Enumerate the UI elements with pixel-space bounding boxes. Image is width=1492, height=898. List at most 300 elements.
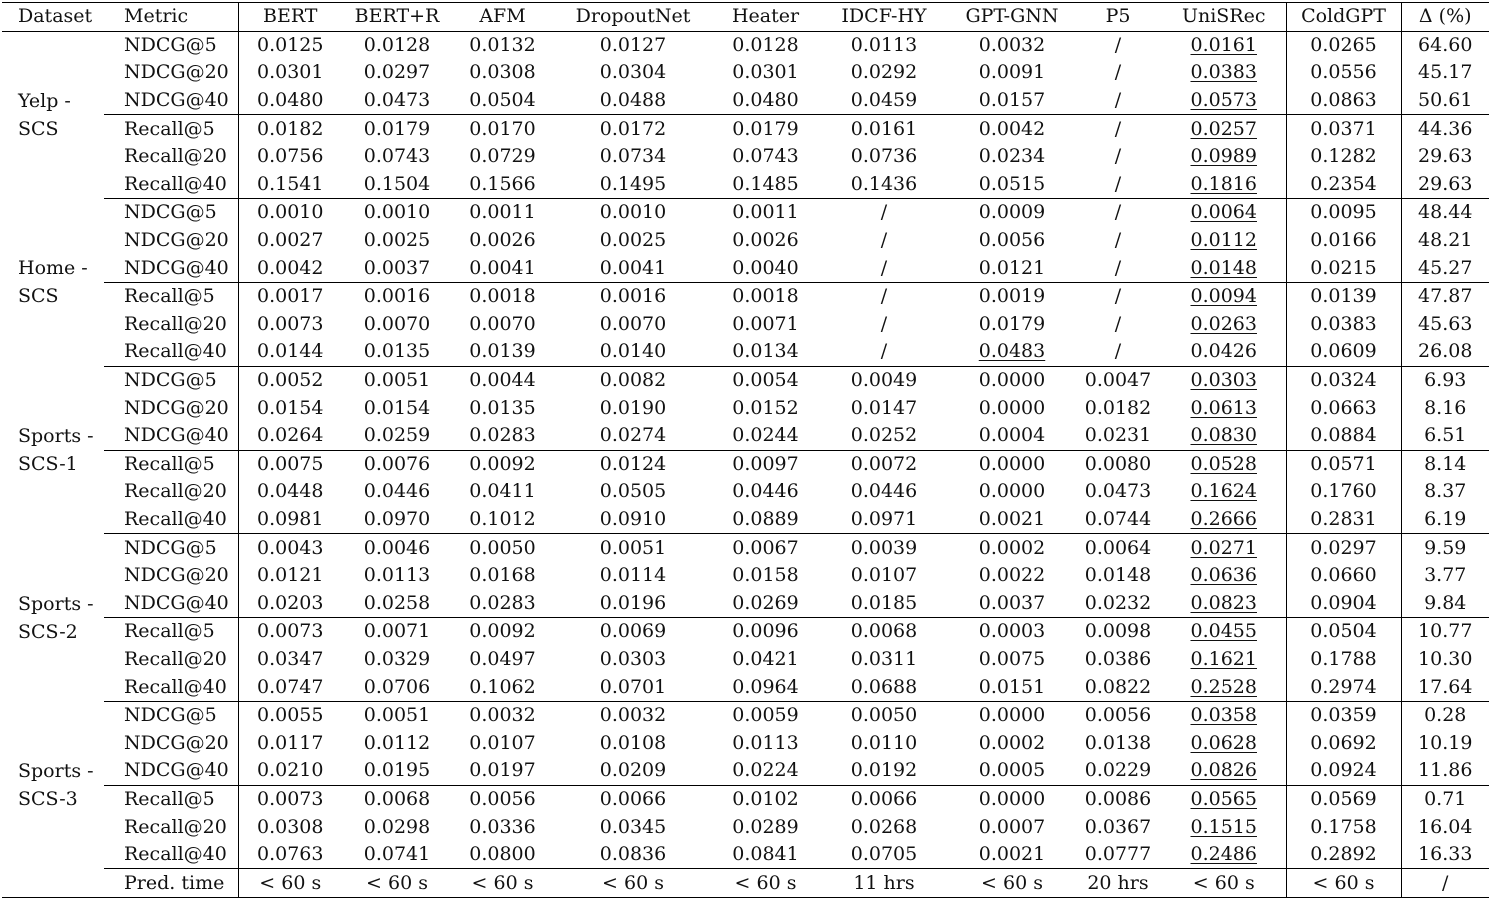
table-cell: / [880,312,888,335]
table-cell: 0.0000 [978,704,1046,727]
table-cell: 0.0371 [1286,115,1401,143]
table-cell: 0.0121 [978,256,1046,279]
table-cell: 0.0298 [363,815,431,838]
table-cell: 0.0259 [363,424,431,447]
table-cell: 0.0989 [1190,145,1257,168]
metric-name: Recall@20 [124,647,227,670]
table-cell: / [880,256,888,279]
table-cell: 0.0071 [732,312,799,335]
table-cell: 0.0075 [978,647,1046,670]
table-cell: 0.1485 [713,171,818,199]
table-cell: 0.0073 [238,311,342,339]
table-cell: 0.0383 [1286,311,1401,339]
table-cell: 0.0076 [342,450,452,478]
table-cell: 0.0069 [553,618,713,646]
table-cell: 0.0032 [599,704,667,727]
table-cell: 0.0383 [1190,61,1257,84]
table-cell: 0.0800 [452,841,553,869]
table-cell: 0.0154 [238,394,342,422]
table-cell: 0.0021 [950,506,1074,534]
table-row [2,254,1489,282]
table-cell: 0.0304 [599,61,667,84]
table-cell: 0.0756 [238,143,342,171]
table-cell: 0.0086 [1074,785,1162,813]
table-cell: 0.0009 [978,201,1046,224]
table-cell: 0.0025 [363,229,431,252]
table-cell: 0.0196 [599,591,667,614]
metric-name: Recall@40 [104,841,238,869]
table-cell: 0.0446 [363,480,431,503]
table-cell: 0.0743 [363,145,431,168]
table-cell: 0.0067 [732,536,799,559]
table-cell: 0.0263 [1190,312,1257,335]
table-cell: 0.0094 [1162,282,1286,310]
table-cell: 0.0138 [1084,731,1152,754]
table-cell: 0.0836 [553,841,713,869]
table-cell: 0.0016 [553,282,713,310]
table-row [2,199,1489,227]
table-cell: 0.0114 [599,564,667,587]
table-cell: 0.0822 [1074,673,1162,701]
table-cell: 0.0480 [732,89,799,112]
table-cell: 9.84 [1401,589,1489,617]
table-cell: / [1114,312,1122,335]
col-header-p5: P5 [1074,3,1162,32]
table-cell: 0.0010 [599,201,667,224]
table-cell: 0.0049 [850,369,918,392]
table-cell: 0.0066 [818,785,950,813]
table-cell: 0.0158 [732,564,799,587]
table-cell: 0.1504 [342,171,452,199]
table-cell: 48.21 [1401,227,1489,255]
table-cell: 0.0113 [732,731,799,754]
table-cell: 0.0117 [238,729,342,757]
table-cell: 0.0050 [850,704,918,727]
table-cell: 0.0166 [1286,227,1401,255]
table-row [2,478,1489,506]
table-cell: 0.0265 [1286,31,1401,59]
col-header-unisrec: UniSRec [1162,3,1286,32]
col-header-delta: Δ (%) [1401,3,1489,32]
table-cell: 0.0421 [732,647,799,670]
table-row [2,31,1489,59]
table-cell: 0.0210 [238,757,342,785]
table-cell: < 60 s [553,869,713,898]
table-row [2,729,1489,757]
table-cell: 0.0884 [1286,422,1401,450]
table-cell: 0.0504 [469,89,536,112]
table-cell: 45.27 [1401,254,1489,282]
table-cell: 0.0504 [1286,618,1401,646]
table-cell: 0.0964 [713,673,818,701]
table-cell: 0.0446 [850,480,918,503]
table-cell: 20 hrs [1074,869,1162,898]
table-cell: 0.0047 [1084,369,1152,392]
metric-name: NDCG@40 [124,89,229,112]
table-cell: 0.0777 [1074,841,1162,869]
table-cell: 0.0215 [1286,254,1401,282]
table-cell: 0.0274 [599,424,667,447]
table-cell: < 60 s [713,869,818,898]
table-cell: 0.0026 [469,229,536,252]
table-cell: 0.0185 [850,591,918,614]
table-row [2,534,1489,562]
table-cell: 0.0569 [1286,785,1401,813]
table-cell: 0.0252 [850,424,918,447]
table-cell: 0.0347 [238,646,342,674]
table-cell: 0.0056 [452,785,553,813]
table-cell: 0.0000 [978,369,1046,392]
table-cell: 0.0283 [469,591,536,614]
table-row [2,227,1489,255]
table-cell: 0.0747 [238,673,342,701]
table-cell: 0.0573 [1190,89,1257,112]
table-cell: 0.0565 [1162,785,1286,813]
table-cell: 0.0068 [818,618,950,646]
table-cell: 0.0127 [599,33,667,56]
table-cell: 0.0823 [1190,591,1257,614]
table-cell: 0.0258 [363,591,431,614]
table-cell: 0.0841 [713,841,818,869]
table-cell: < 60 s [238,869,342,898]
col-header-afm: AFM [452,3,553,32]
table-row [2,673,1489,701]
table-cell: 0.0095 [1286,199,1401,227]
table-cell: 0.0308 [238,813,342,841]
table-cell: 0.0112 [1190,229,1257,252]
table-cell: 0.0308 [469,61,536,84]
table-cell: 0.0179 [713,115,818,143]
metric-name: NDCG@40 [124,424,229,447]
table-cell: 0.0064 [1190,201,1257,224]
table-cell: 0.0073 [238,785,342,813]
table-cell: 0.2486 [1162,841,1286,869]
table-row [2,143,1489,171]
table-cell: 0.0609 [1286,338,1401,366]
table-cell: 0.0082 [599,369,667,392]
table-row [2,618,1489,646]
table-cell: 0.0170 [452,115,553,143]
table-cell: 0.2831 [1286,506,1401,534]
table-cell: 11.86 [1401,757,1489,785]
table-cell: 0.0000 [950,785,1074,813]
table-cell: 0.0040 [732,256,799,279]
metric-name: Recall@40 [104,171,238,199]
table-cell: 0.0473 [1084,480,1152,503]
table-row [2,311,1489,339]
table-row [2,171,1489,199]
table-cell: 0.0264 [238,422,342,450]
table-cell: 0.0091 [978,61,1046,84]
table-row [2,506,1489,534]
table-cell: 0.0010 [238,199,342,227]
table-cell: 0.0455 [1162,618,1286,646]
table-cell: 0.0071 [342,618,452,646]
results-table [2,2,1489,898]
table-cell: 0.0303 [599,647,667,670]
table-cell: 0.0022 [978,564,1046,587]
table-cell: 0.0203 [238,589,342,617]
table-cell: / [1401,869,1489,898]
metric-name: Recall@20 [124,480,227,503]
table-cell: 0.0135 [342,338,452,366]
table-cell: 10.19 [1401,729,1489,757]
table-cell: 0.0706 [342,673,452,701]
table-cell: 0.0182 [238,115,342,143]
table-cell: 0.0289 [732,815,799,838]
table-cell: / [1074,282,1162,310]
table-cell: 0.0515 [950,171,1074,199]
metric-name: NDCG@20 [124,396,229,419]
metric-name: NDCG@40 [124,256,229,279]
table-cell: 0.0042 [238,254,342,282]
table-cell: 0.0039 [850,536,918,559]
table-cell: 0.0297 [363,61,431,84]
table-cell: 0.0190 [599,396,667,419]
table-row [2,282,1489,310]
table-cell: 0.0113 [850,33,918,56]
table-cell: 0.0002 [978,731,1046,754]
table-cell: 0.1062 [452,673,553,701]
table-cell: / [1074,338,1162,366]
table-cell: 0.0744 [1074,506,1162,534]
table-cell: 0.0488 [599,89,667,112]
table-cell: < 60 s [342,869,452,898]
table-cell: 0.0571 [1286,450,1401,478]
dataset-name: Home -SCS [18,257,88,308]
table-cell: 3.77 [1401,562,1489,590]
table-row [2,841,1489,869]
table-cell: 29.63 [1401,143,1489,171]
table-cell: < 60 s [950,869,1074,898]
col-header-coldgpt: ColdGPT [1286,3,1401,32]
table-cell: 0.0042 [950,115,1074,143]
table-cell: 0.0017 [238,282,342,310]
table-cell: 0.0000 [978,480,1046,503]
table-row [2,422,1489,450]
table-cell: 0.1758 [1286,813,1401,841]
table-cell: 0.0904 [1286,589,1401,617]
table-cell: 0.0283 [469,424,536,447]
table-cell: 0.0628 [1190,731,1257,754]
table-cell: 10.77 [1401,618,1489,646]
table-cell: 0.0148 [1190,256,1257,279]
table-cell: / [1114,33,1122,56]
table-cell: 0.2354 [1286,171,1401,199]
table-cell: 0.2892 [1286,841,1401,869]
table-cell: 0.0054 [732,369,799,392]
table-cell: 0.0128 [363,33,431,56]
table-cell: 0.0741 [342,841,452,869]
table-cell: 0.0705 [818,841,950,869]
table-cell: 16.04 [1401,813,1489,841]
table-cell: 0.2528 [1162,673,1286,701]
table-cell: 0.0070 [469,312,536,335]
table-cell: / [1114,256,1122,279]
empty-cell [2,869,104,898]
table-cell: 11 hrs [818,869,950,898]
table-row [2,87,1489,115]
table-cell: 0.0172 [553,115,713,143]
metric-name: Recall@5 [104,450,238,478]
col-header-metric: Metric [104,3,238,32]
table-cell: / [1114,89,1122,112]
table-cell: 0.0135 [469,396,536,419]
table-cell: 0.0192 [850,759,918,782]
table-cell: 0.0311 [850,647,918,670]
metric-name: Recall@5 [104,115,238,143]
table-cell: 0.0043 [238,534,342,562]
table-cell: 0.0301 [732,61,799,84]
table-cell: 0.0483 [950,338,1074,366]
col-header-heater: Heater [713,3,818,32]
table-cell: 0.0297 [1286,534,1401,562]
metric-name: Recall@40 [104,673,238,701]
table-cell: 0.0121 [238,562,342,590]
pred-time-row [2,869,1489,898]
table-cell: 0.0102 [713,785,818,813]
table-cell: 0.0064 [1084,536,1152,559]
table-cell: 0.0970 [342,506,452,534]
table-cell: 47.87 [1401,282,1489,310]
table-cell: 0.0863 [1286,87,1401,115]
table-cell: 0.1436 [818,171,950,199]
table-cell: < 60 s [1162,869,1286,898]
table-cell: 0.0073 [238,618,342,646]
table-cell: 0.0257 [1162,115,1286,143]
table-row [2,59,1489,87]
table-cell: 0.0151 [950,673,1074,701]
table-cell: 0.0154 [363,396,431,419]
table-cell: / [1114,145,1122,168]
table-cell: 0.0473 [363,89,431,112]
table-cell: / [1074,171,1162,199]
table-cell: 0.0367 [1084,815,1152,838]
table-cell: 0.1566 [452,171,553,199]
table-cell: 0.0426 [1162,338,1286,366]
table-cell: 0.0044 [469,369,536,392]
table-row [2,757,1489,785]
table-cell: 0.0005 [978,759,1046,782]
table-cell: 0.0269 [732,591,799,614]
metric-name: Recall@20 [124,145,227,168]
metric-name: NDCG@20 [124,564,229,587]
table-cell: 0.0134 [713,338,818,366]
table-cell: 0.0971 [818,506,950,534]
table-row [2,785,1489,813]
table-cell: 64.60 [1401,31,1489,59]
table-cell: 0.0613 [1190,396,1257,419]
table-cell: 0.0636 [1190,564,1257,587]
table-cell: 8.14 [1401,450,1489,478]
table-cell: 0.0157 [978,89,1046,112]
table-cell: 10.30 [1401,646,1489,674]
table-cell: 0.0660 [1286,562,1401,590]
table-cell: 0.0132 [469,33,536,56]
table-row [2,115,1489,143]
table-cell: 0.0147 [850,396,918,419]
metric-name: NDCG@20 [124,731,229,754]
table-row [2,366,1489,394]
table-row [2,394,1489,422]
table-cell: 0.0107 [469,731,536,754]
table-cell: 0.1816 [1162,171,1286,199]
table-cell: 0.0448 [238,478,342,506]
table-cell: 0.0411 [469,480,536,503]
table-cell: 0.0068 [342,785,452,813]
table-cell: 0.0000 [978,396,1046,419]
table-cell: 0.0358 [1190,704,1257,727]
dataset-name: Sports -SCS-1 [18,425,94,475]
table-cell: 0.0051 [363,369,431,392]
table-cell: 0.0037 [978,591,1046,614]
table-cell: 0.0292 [850,61,918,84]
table-cell: 0.0692 [1286,729,1401,757]
metric-name: Recall@5 [104,618,238,646]
table-cell: 0.0924 [1286,757,1401,785]
table-cell: 0.0011 [469,201,536,224]
table-cell: 0.0556 [1286,59,1401,87]
table-cell: 48.44 [1401,199,1489,227]
table-cell: 0.0161 [1190,33,1257,56]
table-cell: 0.0003 [950,618,1074,646]
table-cell: 0.0148 [1084,564,1152,587]
table-cell: 0.0505 [599,480,667,503]
table-cell: 0.0329 [363,647,431,670]
table-row [2,450,1489,478]
table-cell: 0.0161 [818,115,950,143]
table-cell: 0.0027 [238,227,342,255]
table-cell: 0.0055 [238,701,342,729]
table-cell: 0.0112 [363,731,431,754]
table-cell: 0.0019 [950,282,1074,310]
metric-name: Recall@40 [104,338,238,366]
table-cell: 0.0059 [732,704,799,727]
table-cell: 0.1495 [553,171,713,199]
table-cell: 0.1541 [238,171,342,199]
table-cell: / [1114,201,1122,224]
table-cell: 0.0229 [1084,759,1152,782]
table-cell: 0.0066 [553,785,713,813]
table-cell: 0.0271 [1190,536,1257,559]
metric-name: NDCG@5 [124,201,217,224]
table-cell: 0.0910 [553,506,713,534]
col-header-dropoutnet: DropoutNet [553,3,713,32]
metric-name: NDCG@5 [124,369,217,392]
table-cell: 0.0736 [850,145,918,168]
metric-name: Recall@5 [104,282,238,310]
table-cell: 44.36 [1401,115,1489,143]
header-row [2,3,1489,32]
metric-name: NDCG@5 [124,704,217,727]
table-cell: 0.0011 [732,201,799,224]
table-cell: 6.93 [1401,366,1489,394]
table-cell: 0.0301 [238,59,342,87]
col-header-bert-r: BERT+R [342,3,452,32]
table-cell: 0.0234 [978,145,1046,168]
table-cell: 0.0663 [1286,394,1401,422]
table-cell: / [1114,61,1122,84]
table-cell: 0.0098 [1074,618,1162,646]
table-row [2,338,1489,366]
table-cell: 0.0152 [732,396,799,419]
table-cell: 9.59 [1401,534,1489,562]
metric-name: NDCG@5 [124,536,217,559]
table-cell: 0.0075 [238,450,342,478]
table-cell: < 60 s [1286,869,1401,898]
table-cell: 0.0041 [469,256,536,279]
table-cell: 0.0446 [732,480,799,503]
